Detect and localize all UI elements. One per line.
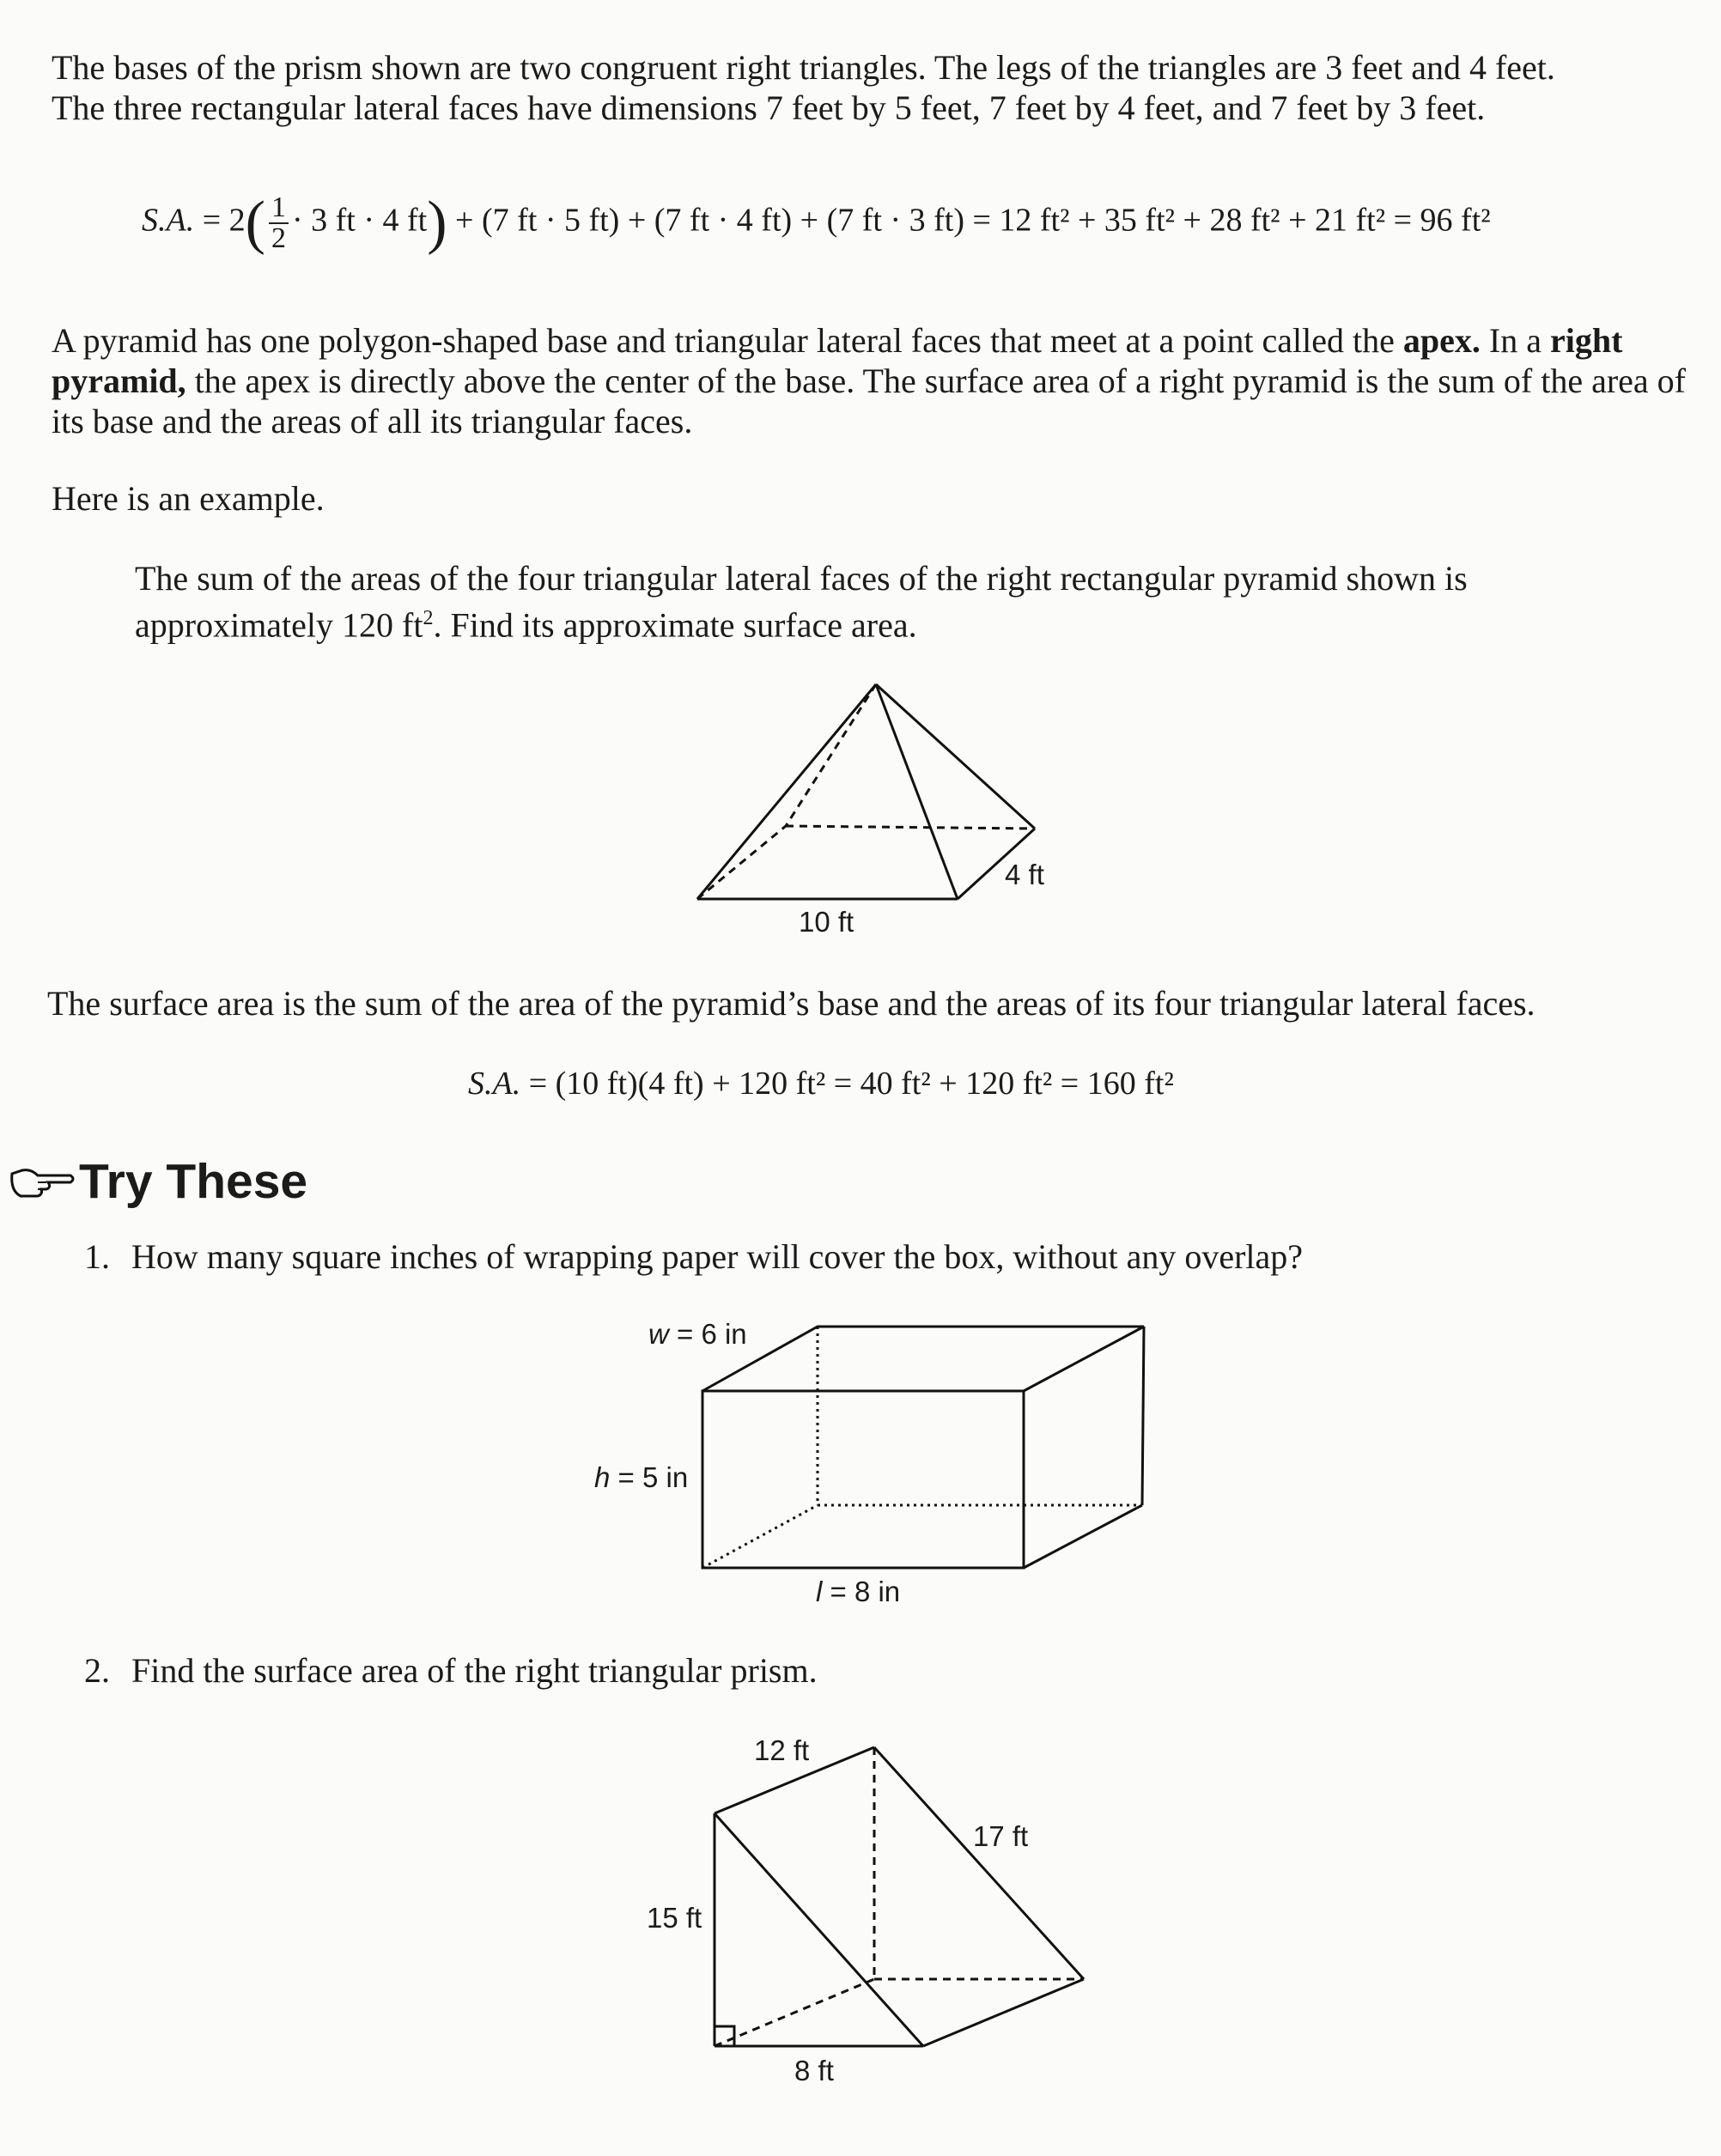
prism-front-hypotenuse — [715, 1813, 923, 2046]
example-text-1: The sum of the areas of the four triangular lateral faces of the right rectangular pyramid shown is approximately 120 ft — [135, 559, 1468, 645]
def-text-2: In a — [1480, 321, 1550, 360]
example-intro: Here is an example. — [52, 479, 325, 518]
question-2-number: 2. — [84, 1651, 110, 1690]
surface-area-explanation: The surface area is the sum of the area of the pyramid’s base and the areas of its four triangular lateral faces. — [47, 984, 1536, 1023]
term-right-pyramid: right pyramid, — [52, 321, 1623, 400]
pyramid-label-width: 4 ft — [1005, 859, 1044, 890]
sa-label-2: S.A. — [468, 1066, 521, 1102]
prism-label-base: 8 ft — [794, 2055, 834, 2086]
sa-label: S.A. — [142, 202, 195, 239]
eq-inner-product: · 3 ft · 4 ft — [291, 202, 428, 239]
var-h: h — [594, 1461, 611, 1493]
prism-label-slant: 17 ft — [973, 1820, 1029, 1852]
prism-label-height: 15 ft — [647, 1902, 702, 1934]
question-2-text: Find the surface area of the right triangular prism. — [131, 1651, 818, 1690]
try-these-text: Try These — [79, 1154, 308, 1209]
term-apex: apex. — [1402, 321, 1481, 360]
val-h: = 5 in — [610, 1461, 689, 1493]
prism-back-slant — [874, 1747, 1084, 1979]
fraction-denominator: 2 — [271, 222, 286, 254]
right-angle-marker — [715, 2026, 734, 2046]
intro-line-2: The three rectangular lateral faces have dimensions 7 feet by 5 feet, 7 feet by 4 feet, and 7 feet by 3 feet. — [52, 88, 1486, 127]
prism-hidden-left-bottom — [715, 1979, 874, 2046]
var-w: w — [648, 1318, 669, 1350]
pyramid-eq-rhs: = (10 ft)(4 ft) + 120 ft² = 40 ft² + 120 ft² = 160 ft² — [528, 1066, 1174, 1102]
eq-rest: + (7 ft · 5 ft) + (7 ft · 4 ft) + (7 ft · 3 ft) = 12 ft² + 35 ft² + 28 ft² + 21 ft² = 96 ft² — [455, 202, 1491, 239]
example-text-2: . Find its approximate surface area. — [433, 605, 917, 645]
val-l: = 8 in — [822, 1576, 901, 1607]
intro-line-1: The bases of the prism shown are two congruent right triangles. The legs of the triangles are 3 feet and 4 feet. — [52, 48, 1555, 87]
pyramid-label-length: 10 ft — [799, 906, 854, 938]
var-l: l — [816, 1576, 823, 1607]
val-w: = 6 in — [668, 1318, 747, 1350]
def-text-3: the apex is directly above the center of the base. The surface area of a right pyramid is the sum of the area of its base and the areas of all its triangular faces. — [52, 361, 1686, 440]
def-text-1: A pyramid has one polygon-shaped base and triangular lateral faces that meet at a point called the — [52, 321, 1403, 360]
prism-right-bottom — [923, 1979, 1084, 2046]
eq-coefficient: = 2 — [202, 202, 246, 239]
example-exponent: 2 — [423, 607, 434, 629]
left-paren: ( — [245, 190, 265, 256]
question-1-number: 1. — [84, 1237, 110, 1276]
fraction-numerator: 1 — [269, 193, 289, 224]
prism-label-top: 12 ft — [754, 1734, 810, 1766]
question-1-text: How many square inches of wrapping paper will cover the box, without any overlap? — [131, 1237, 1304, 1276]
right-paren: ) — [427, 190, 447, 256]
